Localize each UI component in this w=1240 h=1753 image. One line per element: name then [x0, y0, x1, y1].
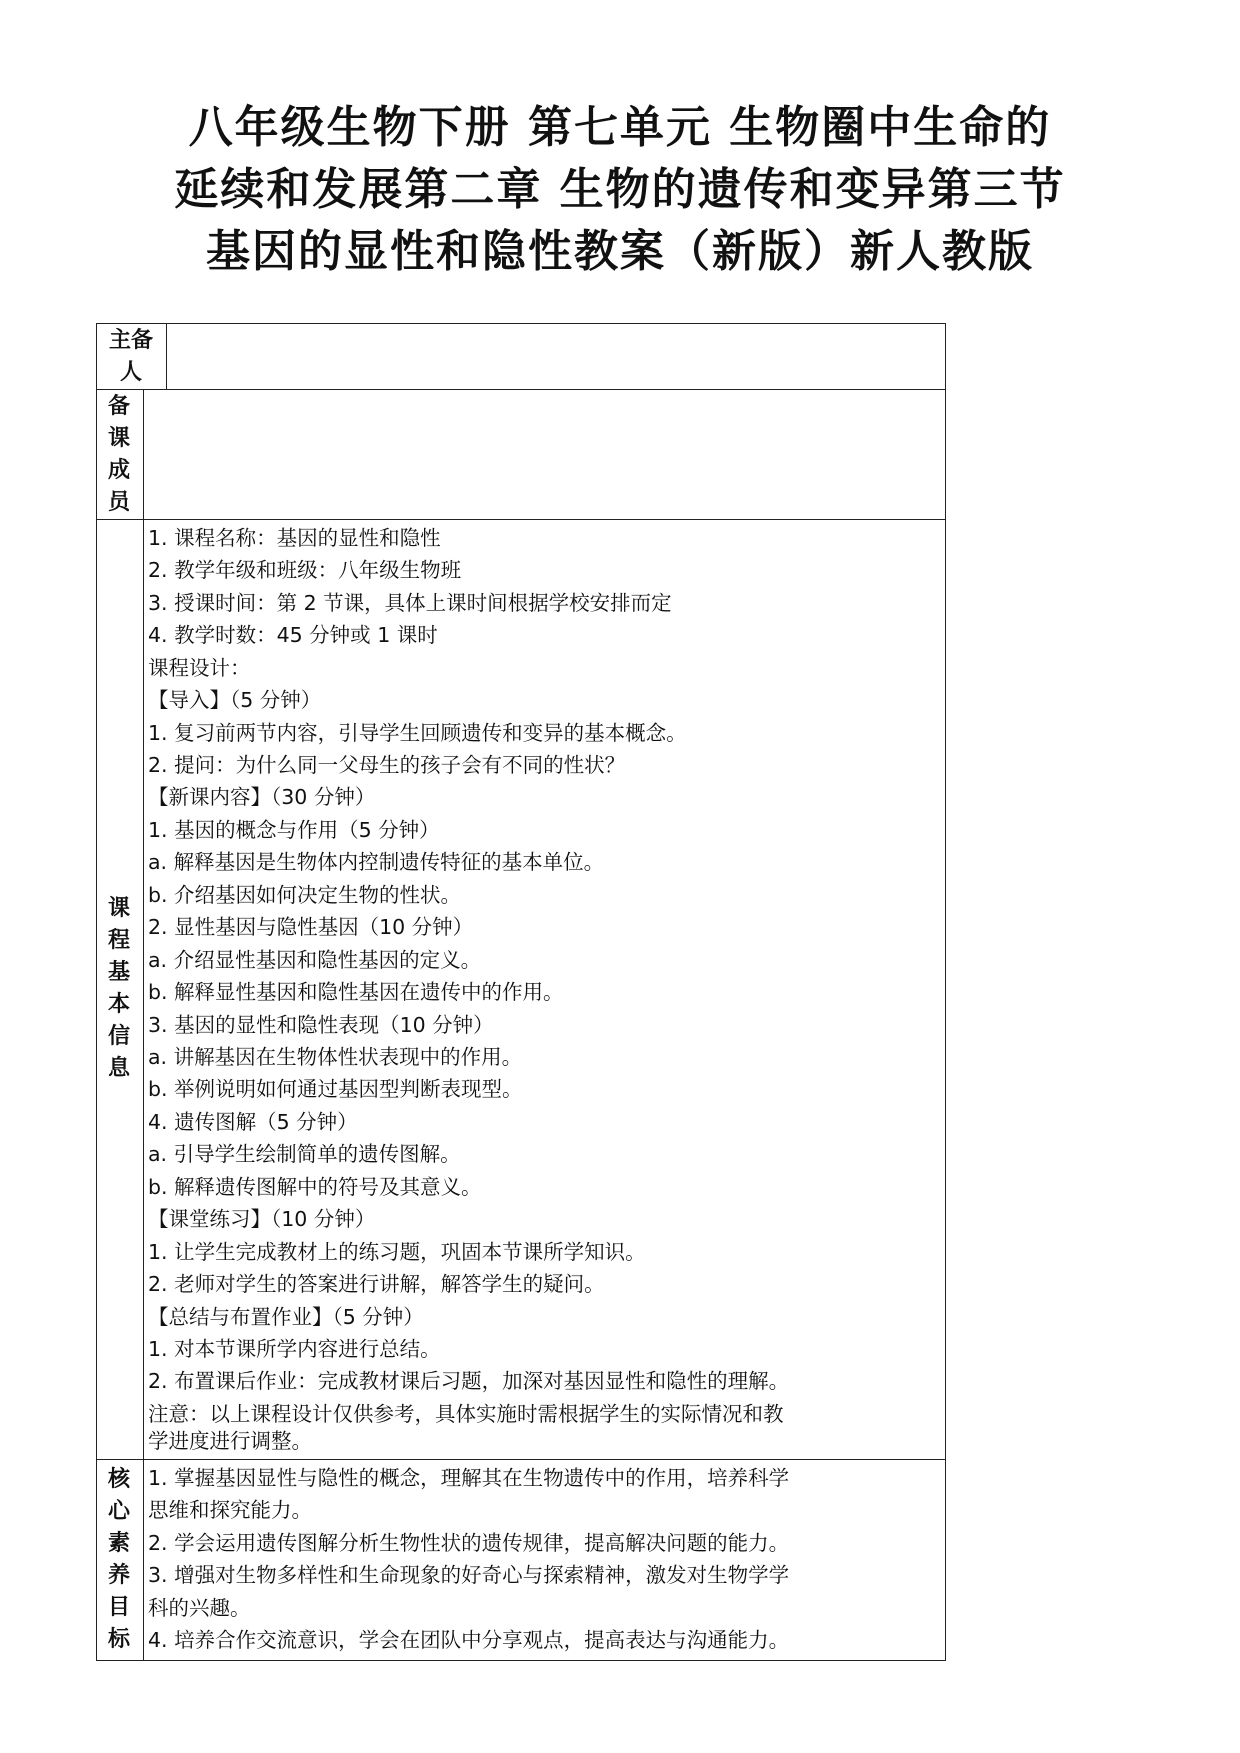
- table-border-top: [96, 323, 946, 324]
- document-title-line-1: 八年级生物下册 第七单元 生物圈中生命的: [188, 102, 1052, 153]
- label-char: 程: [107, 928, 130, 953]
- table-border-right: [945, 323, 946, 1660]
- course-line: 学进度进行调整。: [148, 1429, 312, 1453]
- course-line: 4. 教学时数：45 分钟或 1 课时: [148, 623, 438, 647]
- label-char: 息: [107, 1056, 130, 1081]
- course-line: b. 解释遗传图解中的符号及其意义。: [148, 1175, 482, 1199]
- course-line: 2. 教学年级和班级：八年级生物班: [148, 558, 462, 582]
- course-line: 1. 复习前两节内容，引导学生回顾遗传和变异的基本概念。: [148, 721, 687, 745]
- table-column-divider: [143, 389, 144, 1660]
- core-line: 3. 增强对生物多样性和生命现象的好奇心与探索精神，激发对生物学学: [148, 1563, 790, 1587]
- course-line: a. 讲解基因在生物体性状表现中的作用。: [148, 1045, 523, 1069]
- label-char: 备: [107, 394, 130, 419]
- course-line: a. 介绍显性基因和隐性基因的定义。: [148, 948, 482, 972]
- course-line: 3. 基因的显性和隐性表现（10 分钟）: [148, 1013, 494, 1037]
- document-title-line-2: 延续和发展第二章 生物的遗传和变异第三节: [174, 164, 1066, 215]
- core-line: 科的兴趣。: [148, 1596, 251, 1620]
- label-main-preparer: [98, 325, 164, 389]
- course-line: b. 介绍基因如何决定生物的性状。: [148, 883, 462, 907]
- course-line: b. 举例说明如何通过基因型判断表现型。: [148, 1077, 523, 1101]
- table-border-bottom: [96, 1660, 946, 1661]
- label-char: 目: [107, 1595, 130, 1620]
- label-lesson-prep-members: [106, 391, 132, 519]
- core-line: 思维和探究能力。: [148, 1498, 312, 1522]
- table-column-divider: [166, 323, 167, 389]
- label-char: 课: [107, 426, 130, 451]
- label-char: 信: [107, 1024, 130, 1049]
- course-line: 4. 遗传图解（5 分钟）: [148, 1110, 358, 1134]
- course-line: 2. 布置课后作业：完成教材课后习题，加深对基因显性和隐性的理解。: [148, 1369, 790, 1393]
- course-line: 1. 基因的概念与作用（5 分钟）: [148, 818, 440, 842]
- course-line: 2. 老师对学生的答案进行讲解，解答学生的疑问。: [148, 1272, 605, 1296]
- label-core-competency-goals: [106, 1464, 132, 1656]
- label-char: 标: [107, 1627, 130, 1652]
- course-line: 3. 授课时间：第 2 节课，具体上课时间根据学校安排而定: [148, 591, 672, 615]
- label-char: 核: [107, 1467, 130, 1492]
- document-title-line-3: 基因的显性和隐性教案（新版）新人教版: [206, 226, 1034, 277]
- table-row-divider: [96, 519, 946, 520]
- label-main-preparer-line-1: 主备: [108, 328, 153, 353]
- core-line: 1. 掌握基因显性与隐性的概念，理解其在生物遗传中的作用，培养科学: [148, 1466, 790, 1490]
- course-line: 课程设计：: [148, 656, 251, 680]
- course-line: a. 解释基因是生物体内控制遗传特征的基本单位。: [148, 850, 605, 874]
- table-row-divider: [96, 1459, 946, 1460]
- course-line: 【导入】（5 分钟）: [148, 688, 322, 712]
- label-char: 员: [107, 490, 130, 515]
- label-char: 成: [107, 458, 130, 483]
- label-char: 心: [107, 1499, 130, 1524]
- label-main-preparer-line-2: 人: [119, 360, 142, 385]
- label-course-basic-info: [106, 893, 132, 1085]
- course-line: 2. 提问：为什么同一父母生的孩子会有不同的性状？: [148, 753, 626, 777]
- label-char: 基: [107, 960, 130, 985]
- course-line: 1. 对本节课所学内容进行总结。: [148, 1337, 441, 1361]
- label-char: 本: [107, 992, 130, 1017]
- course-line: a. 引导学生绘制简单的遗传图解。: [148, 1142, 461, 1166]
- course-line: 【新课内容】（30 分钟）: [148, 785, 376, 809]
- table-border-left: [96, 323, 97, 1660]
- course-line: 1. 课程名称：基因的显性和隐性: [148, 526, 441, 550]
- course-line: 注意：以上课程设计仅供参考，具体实施时需根据学生的实际情况和教: [148, 1402, 784, 1426]
- course-line: 1. 让学生完成教材上的练习题，巩固本节课所学知识。: [148, 1240, 646, 1264]
- course-line: 【总结与布置作业】（5 分钟）: [148, 1305, 424, 1329]
- core-line: 4. 培养合作交流意识，学会在团队中分享观点，提高表达与沟通能力。: [148, 1628, 790, 1652]
- course-line: b. 解释显性基因和隐性基因在遗传中的作用。: [148, 980, 564, 1004]
- course-line: 2. 显性基因与隐性基因（10 分钟）: [148, 915, 474, 939]
- label-char: 素: [107, 1531, 130, 1556]
- label-char: 课: [107, 896, 130, 921]
- table-row-divider: [96, 389, 946, 390]
- label-char: 养: [107, 1563, 130, 1588]
- course-line: 【课堂练习】（10 分钟）: [148, 1207, 376, 1231]
- core-line: 2. 学会运用遗传图解分析生物性状的遗传规律，提高解决问题的能力。: [148, 1531, 790, 1555]
